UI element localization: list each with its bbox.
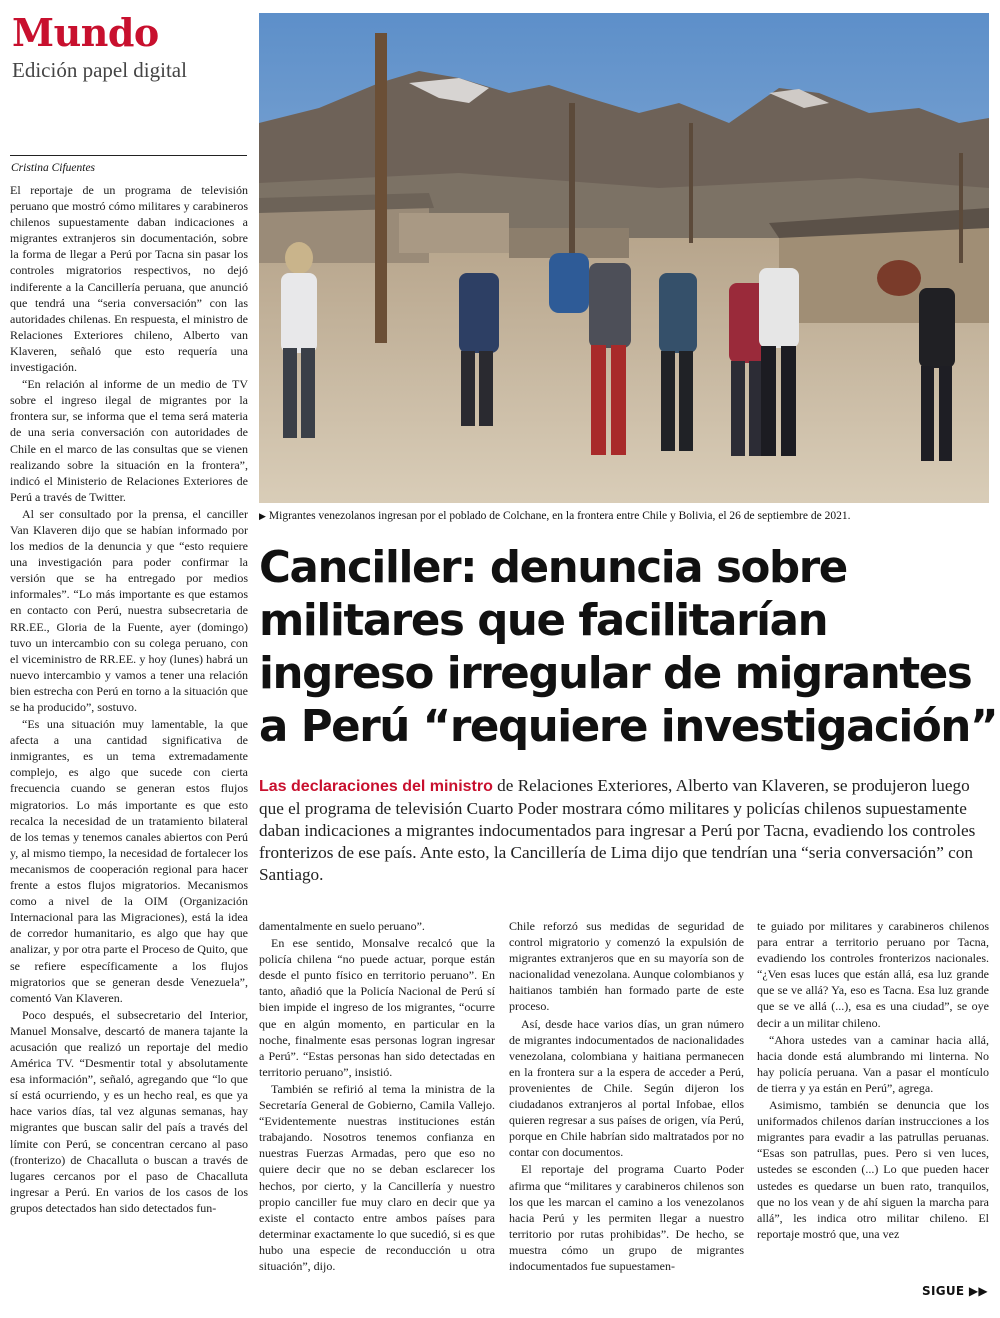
headline-line: militares que facilitarían: [259, 596, 828, 646]
paragraph: “En relación al informe de un medio de TV sobre el ingreso ilegal de migrantes por la frontera sur, se informa que el tema será materia de una seria conversación con autoridades de Chile en el marco de las consultas que se vienen realizando sobre la situación en la frontera”, indicó el Ministerio de Relaciones Exteriores de Perú a través de Twitter.: [10, 377, 248, 504]
photo-caption: [259, 510, 989, 522]
continue-label: SIGUE: [922, 1284, 965, 1298]
article-column-1: [10, 182, 248, 1310]
paragraph: También se refirió al tema la ministra de la Secretaría General de Gobierno, Camila Vallejo. “Evidentemente nuestras instituciones están trabajando. Nosotros tenemos confianza en nuestras Fuerzas Armadas, pero que eso no quiere decir que no se deban esclarecer los hechos, por cierto, y la Cancillería y nuestro propio canciller fue muy claro en decir que ya existe el contacto entre ambos países para determinar exactamente lo que sucedió, si es que hubo una especie de reconducción u otra situación”, dijo.: [259, 1081, 495, 1273]
paragraph: te guiado por militares y carabineros chilenos para entrar a territorio peruano por Tacna, evadiendo los controles fronterizos nacionales. “¿Ven esas luces que están allá, esa luz grande que se ve allá? Ya, eso es Tacna. Esa luz grande que se ve allá (...), esa es una ciudad”, se oye decir a un militar chileno.: [757, 919, 989, 1030]
caption-arrow-icon: ▶: [259, 511, 266, 521]
paragraph: “Es una situación muy lamentable, la que afecta a una cantidad significativa de inmigrantes, es un tema extremadamente complejo, es algo que sucede con cierta frecuencia cuando se generan estos flujos migratorios. Lo más importante es que esto recalca la necesidad de un tratamiento bilateral de los temas y tenemos canales abiertos con Perú y, al mismo tiempo, la necesidad de fortalecer los mecanismos de cooperación regional para hacer frente a estos flujos migratorios. Mecanismos como a nivel de la OIM (Organización Internacional para las Migraciones), está la idea de corredor humanitario, es algo que hay que analizar, y por otra parte el Proceso de Quito, que se refiere específicamente a los flujos migratorios que se generan desde Venezuela”, comentó Van Klaveren.: [10, 717, 248, 1005]
paragraph: Al ser consultado por la prensa, el canciller Van Klaveren dijo que se habían informado por los medios de la denuncia y que “esto requiere una investigación para poder confirmar la versión que se ha entregado por medios informales”. “Lo más importante es que estamos en contacto con Perú, nuestra subsecretaria de RR.EE., Gloria de la Fuente, ayer (domingo) tuvo un intercambio con su colega peruano, con el viceministro de RR.EE. y hoy (lunes) habrá un nuevo intercambio y vamos a tener una relación bien estrecha con Perú en torno a la situación que se ha producido”, sostuvo.: [10, 506, 248, 714]
paragraph: Asimismo, también se denuncia que los uniformados chilenos darían instrucciones a los migrantes para evadir a las patrullas peruanas. “Esas son patrullas, pues. Pero si ven luces, ustedes se esconden (...) Lo que pueden hacer ustedes es quedarse un buen rato, tranquilos, que no los vean y de ahí siguen la marcha para allá”, les indica otro militar chileno. El reportaje mostró que, una vez: [757, 1098, 989, 1241]
author-divider: [10, 155, 247, 156]
headline-line: ingreso irregular de migrantes: [259, 649, 972, 699]
paragraph: En ese sentido, Monsalve recalcó que la policía chilena “no puede actuar, porque están desde el punto físico en territorio peruano”. En tanto, añadió que la Policía Nacional de Perú sí bien impide el ingreso de los migrantes, “ocurre que en algún momento, en particular en la noche, finalmente esas personas logran ingresar a Perú”. “Estas personas han sido detectadas en territorio peruano”, insistió.: [259, 936, 495, 1079]
paragraph: damentalmente en suelo peruano”.: [259, 919, 425, 933]
article-column-2: [259, 918, 495, 1308]
continue-link[interactable]: [922, 1284, 988, 1298]
paragraph: Así, desde hace varios días, un gran número de migrantes indocumentados de nacionalidades venezolana, colombiana y haitiana permanecen en la frontera sur a la espera de acceder a Perú, provenientes de Chile. Según dijeron los ciudadanos extranjeros al portal Infobae, ellos quieren regresar a sus países de origen, vía Perú, porque en Chile habrían sido maltratados por no contar con documentos.: [509, 1016, 744, 1160]
headline-line: Canciller: denuncia sobre: [259, 543, 847, 593]
section-title: Mundo: [12, 10, 159, 55]
paragraph: Chile reforzó sus medidas de seguridad de control migratorio y comenzó la expulsión de migrantes extranjeros que en su mayoría son de nacionalidad venezolana. Aunque colombianos y haitianos también han formado parte de este proceso.: [509, 919, 744, 1014]
edition-label: Edición papel digital: [12, 58, 187, 82]
caption-text: Migrantes venezolanos ingresan por el poblado de Colchane, en la frontera entre Chile y Bolivia, el 26 de septiembre de 2021.: [268, 510, 851, 522]
article-column-4: [757, 918, 989, 1283]
article-lede: [259, 775, 991, 886]
paragraph: El reportaje del programa Cuarto Poder afirma que “militares y carabineros chilenos son los que les marcan el camino a los venezolanos hacia Perú y les permiten llegar a nuestro territorio por rutas prohibidas”. De hecho, se muestra cómo un grupo de migrantes indocumentados fue supuestamen-: [509, 1162, 744, 1273]
lede-text: de Relaciones Exteriores, Alberto van Klaveren, se produjeron luego que el programa de televisión Cuarto Poder mostrara cómo militares y policías chilenos supuestamente daban indicaciones a migrantes indocumentados para ingresar a Perú por Tacna, evadiendo los controles fronterizos de ese país. Ante esto, la Cancillería de Lima dijo que tendrían una “seria conversación” con Santiago.: [259, 776, 976, 884]
headline-line: a Perú “requiere investigación”: [259, 702, 998, 752]
paragraph: El reportaje de un programa de televisión peruano que mostró cómo militares y carabineros chilenos supuestamente daban indicaciones a migrantes extranjeros sin documentación, sobre la forma de llegar a Perú por Tacna sin pasar los controles migratorios respectivos, no dejó indiferente a la Cancillería peruana, que anunció que tendrá una “seria conversación” con las autoridades chilenas. En respuesta, el ministro de Relaciones Exteriores chileno, Alberto van Klaveren, señaló que esto requería una investigación.: [10, 183, 248, 375]
lede-lead-in: Las declaraciones del ministro: [259, 778, 493, 795]
paragraph: Poco después, el subsecretario del Interior, Manuel Monsalve, descartó de manera tajante la acusación que realizó un reportaje del medio América TV. “Desmentir total y absolutamente esa información”, señaló, agregando que “lo que sí está ocurriendo, y es un hecho real, es que ya hace varios días, tal vez algunas semanas, hay migrantes que buscan salir del país a través del límite con Perú, se concentran cercano al paso (fronterizo) de Chacalluta o buscan a través de lugares cercanos por el paso de Chacalluta ingresar a Perú. En varios de los casos de los grupos detectados han sido detectados fun-: [10, 1007, 248, 1215]
author-byline: Cristina Cifuentes: [11, 162, 96, 174]
article-photo: [259, 13, 989, 503]
double-arrow-icon: ▶▶: [968, 1284, 988, 1298]
headline: [259, 542, 998, 754]
paragraph: “Ahora ustedes van a caminar hacia allá, hacia donde está alumbrando mi linterna. No hay policía peruana. Van a pasar el montículo de tierra y ya están en Perú”, agrega.: [757, 1032, 989, 1095]
article-column-3: [509, 918, 744, 1308]
